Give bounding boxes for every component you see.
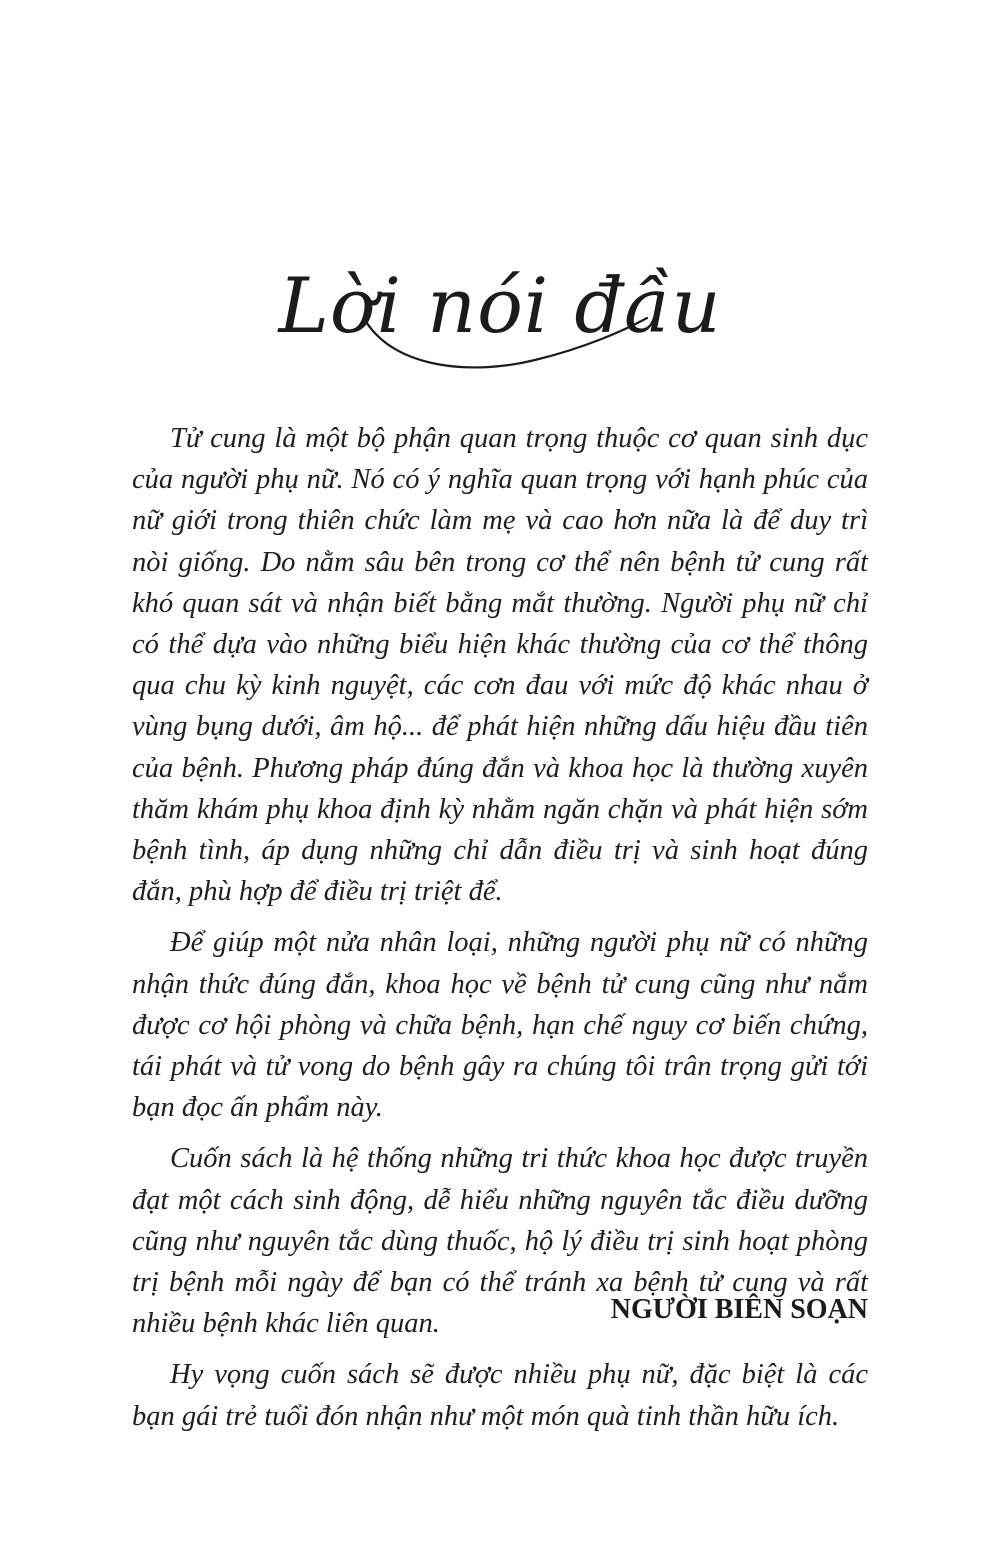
paragraph: Tử cung là một bộ phận quan trọng thuộc cơ quan sinh dục của người phụ nữ. Nó có ý nghĩa quan trọng với hạnh phúc của nữ giới trong thiên chức làm mẹ và cao hơn nữa là để duy trì nòi giống. Do nằm sâu bên trong cơ thể nên bệnh tử cung rất khó quan sát và nhận biết bằng mắt thường. Người phụ nữ chỉ có thể dựa vào những biểu hiện khác thường của cơ thể thông qua chu kỳ kinh nguyệt, các cơn đau với mức độ khác nhau ở vùng bụng dưới, âm hộ... để phát hiện những dấu hiệu đầu tiên của bệnh. Phương pháp đúng đắn và khoa học là thường xuyên thăm khám phụ khoa định kỳ nhằm ngăn chặn và phát hiện sớm bệnh tình, áp dụng những chỉ dẫn điều trị và sinh hoạt đúng đắn, phù hợp để điều trị triệt để. (132, 423, 868, 908)
page-title: Lời nói đầu (278, 261, 722, 350)
title-flourish (355, 300, 655, 380)
author-signature: NGƯỜI BIÊN SOẠN (610, 1294, 868, 1325)
paragraph: Cuốn sách là hệ thống những tri thức khoa học được truyền đạt một cách sinh động, dễ hiểu những nguyên tắc điều dưỡng cũng như nguyên tắc dùng thuốc, hộ lý điều trị sinh hoạt phòng trị bệnh mỗi ngày để bạn có thể tránh xa bệnh tử cung và rất nhiều bệnh khác liên quan. (132, 1143, 868, 1340)
paragraph: Để giúp một nửa nhân loại, những người phụ nữ có những nhận thức đúng đắn, khoa học về bệnh tử cung cũng như nắm được cơ hội phòng và chữa bệnh, hạn chế nguy cơ biến chứng, tái phát và tử vong do bệnh gây ra chúng tôi trân trọng gửi tới bạn đọc ấn phẩm này. (132, 927, 868, 1124)
paragraph: Hy vọng cuốn sách sẽ được nhiều phụ nữ, đặc biệt là các bạn gái trẻ tuổi đón nhận như một món quà tinh thần hữu ích. (132, 1359, 868, 1432)
